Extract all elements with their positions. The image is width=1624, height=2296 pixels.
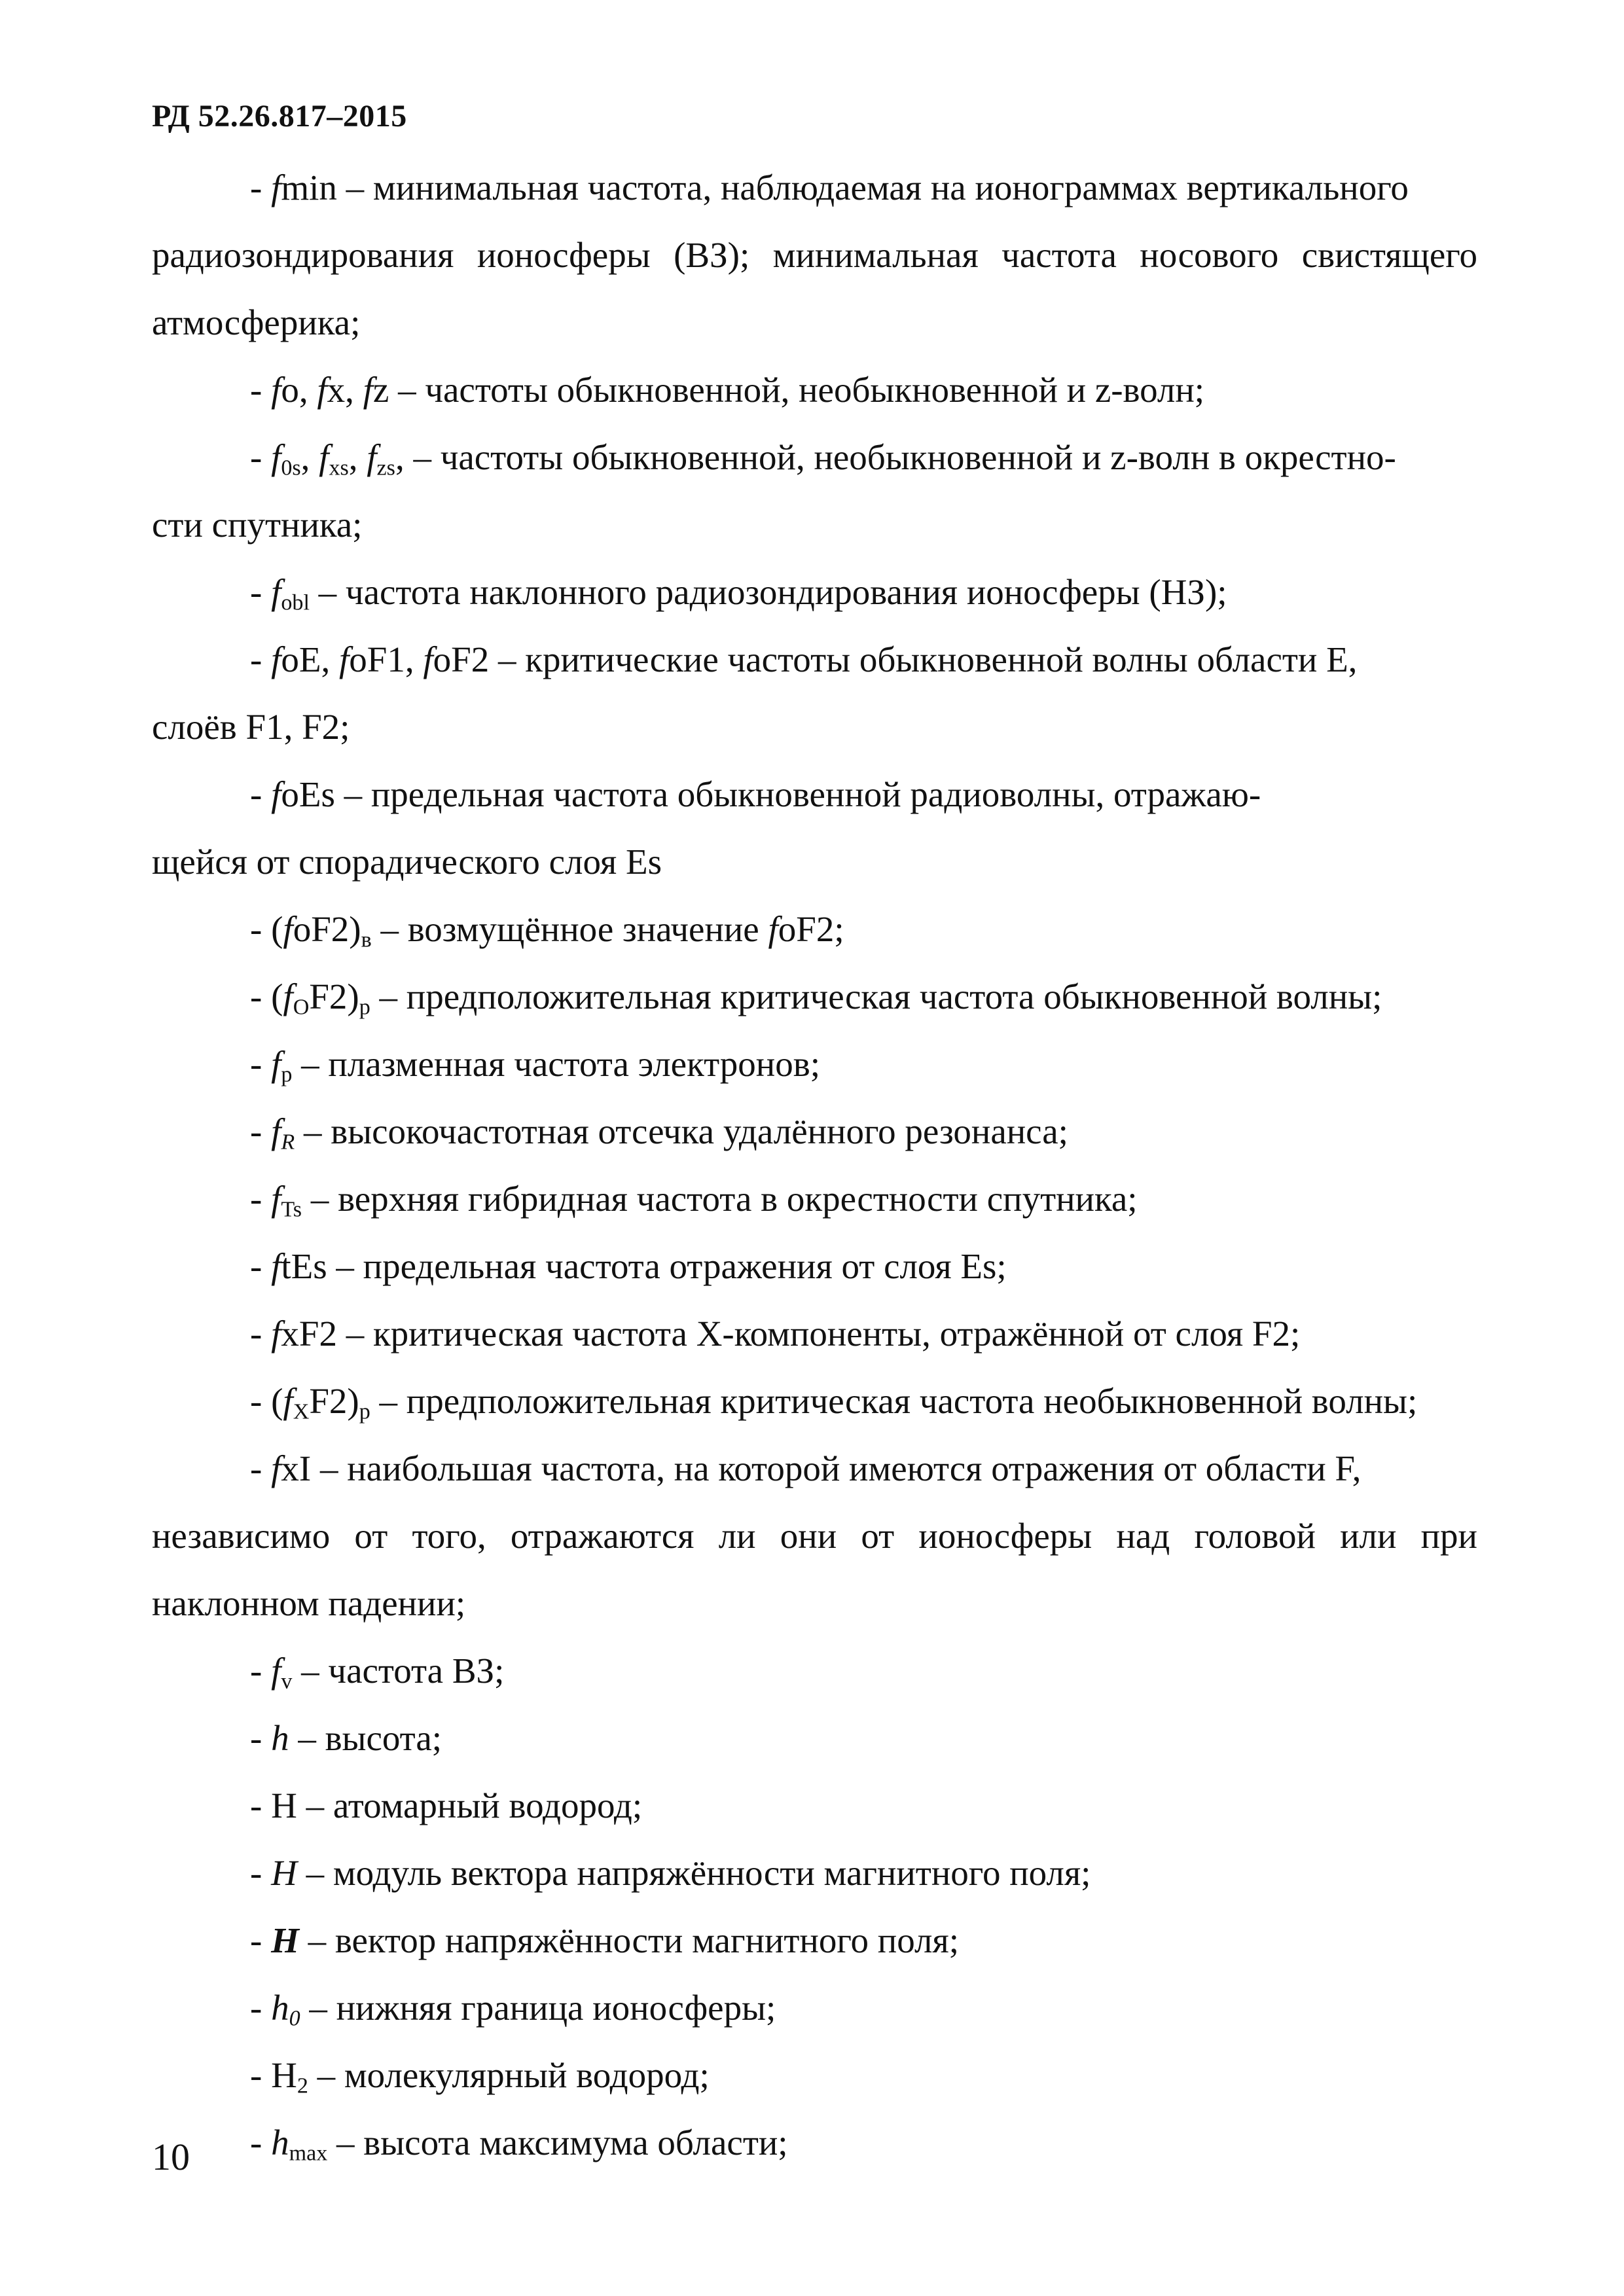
entry-H-vector: - H – вектор напряжённости магнитного поля; bbox=[250, 1920, 960, 1960]
entry-foF2v: - $(foF2)_в$ – возмущённое значение foF2; bbox=[250, 909, 844, 952]
entry-h0: - $h_0$ – нижняя граница ионосферы; bbox=[250, 1988, 776, 2031]
entry-f0s-cont: сти спутника; bbox=[152, 505, 363, 545]
entry-foE: - foE, foF1, foF2 – критические частоты обыкновенной волны области Е, bbox=[250, 639, 1358, 679]
definitions-list bbox=[152, 154, 1477, 2176]
document-code-header: РД 52.26.817–2015 bbox=[152, 99, 407, 134]
entry-h: - h – высота; bbox=[250, 1718, 442, 1758]
entry-fxF2: - fxF2 – критическая частота Х-компоненты, отражённой от слоя F2; bbox=[250, 1314, 1301, 1354]
entry-ftEs: - ftEs – предельная частота отражения от слоя Es; bbox=[250, 1246, 1007, 1286]
entry-fxF2p: - $(f_XF2)_p$ – предположительная критическая частота необыкновенной волны; bbox=[250, 1381, 1418, 1424]
entry-foEs-cont: щейся от спорадического слоя Es bbox=[152, 842, 662, 882]
page-number: 10 bbox=[152, 2136, 190, 2178]
entry-fp: - $f_p$ – плазменная частота электронов; bbox=[250, 1044, 820, 1087]
entry-fmin-cont2: атмосферика; bbox=[152, 302, 361, 342]
entry-fxI-cont: независимо от того, отражаются ли они от ионосферы над головой или при bbox=[152, 1516, 1477, 1556]
entry-fv: - $f_v$ – частота ВЗ; bbox=[250, 1651, 505, 1694]
entry-foF2p: - $(f_OF2)_p$ – предположительная критическая частота обыкновенной волны; bbox=[250, 977, 1382, 1020]
entry-fTs: - $f_{Ts}$ – верхняя гибридная частота в окрестности спутника; bbox=[250, 1179, 1138, 1222]
entry-foEs: - foEs – предельная частота обыкновенной радиоволны, отражаю- bbox=[250, 774, 1261, 814]
entry-fo-fx-fz: - fo, fx, fz – частоты обыкновенной, необыкновенной и z-волн; bbox=[250, 370, 1205, 410]
entry-fxI-cont2: наклонном падении; bbox=[152, 1583, 466, 1623]
entry-f0s: - $f_{0s}$, $f_{xs}$, $f_{zs}$, – частоты обыкновенной, необыкновенной и z-волн в окрестно- bbox=[250, 437, 1396, 480]
entry-foE-cont: слоёв F1, F2; bbox=[152, 707, 350, 747]
entry-fR: - $f_R$ – высокочастотная отсечка удалённого резонанса; bbox=[250, 1111, 1068, 1155]
entry-hmax: - $h_{max}$ – высота максимума области; bbox=[250, 2123, 788, 2166]
entry-fmin: - fmin – минимальная частота, наблюдаемая на ионограммах вертикального bbox=[250, 168, 1409, 207]
entry-H-atomic: - Н – атомарный водород; bbox=[250, 1785, 643, 1825]
entry-H2: - $H_2$ – молекулярный водород; bbox=[250, 2055, 710, 2098]
entry-fxI: - fxI – наибольшая частота, на которой имеются отражения от области F, bbox=[250, 1448, 1362, 1488]
entry-H-modulus: - H – модуль вектора напряжённости магнитного поля; bbox=[250, 1853, 1091, 1893]
entry-fobl: - $f_{obl}$ – частота наклонного радиозондирования ионосферы (НЗ); bbox=[250, 572, 1227, 615]
entry-fmin-cont: радиозондирования ионосферы (ВЗ); минимальная частота носового свистящего bbox=[152, 235, 1477, 275]
